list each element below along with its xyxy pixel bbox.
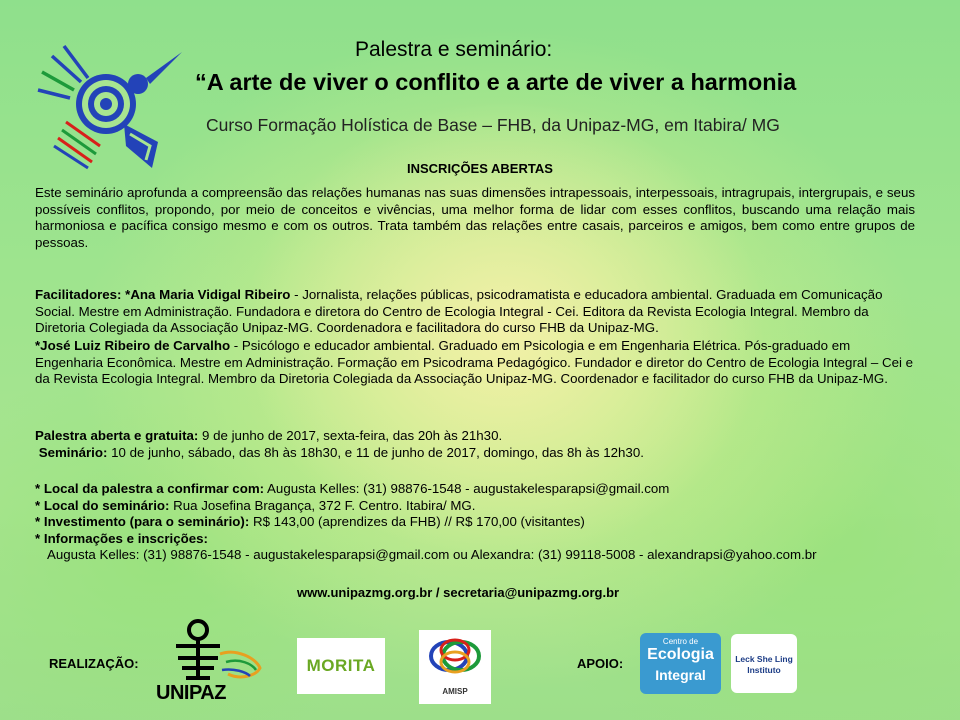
investimento-value: R$ 143,00 (aprendizes da FHB) // R$ 170,00 (visitantes) — [249, 514, 585, 530]
website-email-line: www.unipazmg.org.br / secretaria@unipazmg.org.br — [297, 585, 620, 600]
palestra-label: Palestra aberta e gratuita: — [35, 428, 199, 443]
informacoes-label: * Informações e inscrições: — [35, 530, 208, 546]
event-main-title: “A arte de viver o conflito e a arte de viver a harmonia — [195, 69, 797, 95]
palestra-line — [35, 428, 915, 445]
local-palestra-value: Augusta Kelles: (31) 98876-1548 - augustakelesparapsi@gmail.com — [264, 481, 670, 496]
cei-logo-mid: Ecologia — [647, 646, 714, 663]
cei-logo — [640, 633, 721, 694]
dates-block — [35, 428, 915, 461]
unipaz-logo-text: UNIPAZ — [156, 682, 226, 704]
local-seminario-line — [35, 498, 915, 515]
investimento-label: * Investimento (para o seminário): — [35, 514, 250, 530]
facilitator-2-bio: - Psicólogo e educador ambiental. Graduado em Psicologia e em Engenharia Elétrica. Pós-graduado em Engenharia Econômica. Mestre em Administração. Formação em Psicodrama Pedagógico. Fundador e diretor do Centro de Ecologia Integral – Cei e da Revista Ecologia Integral. Membro da Diretoria Colegiada da Associação Unipaz-MG. Coordenador e facilitador do curso FHB da Unipaz-MG. — [35, 338, 914, 387]
seminario-value: 10 de junho, sábado, das 8h às 18h30, e 11 de junho de 2017, domingo, das 8h às 12h30. — [107, 444, 644, 460]
leck-she-ling-logo — [731, 634, 797, 693]
leck-logo-line2: Instituto — [747, 665, 781, 675]
apoio-label: APOIO: — [577, 656, 624, 671]
leck-logo-text — [731, 654, 797, 676]
seminario-line — [35, 445, 915, 462]
investimento-line — [35, 514, 915, 531]
local-seminario-value: Rua Josefina Bragança, 372 F. Centro. Itabira/ MG. — [169, 497, 476, 513]
course-subtitle: Curso Formação Holística de Base – FHB, da Unipaz-MG, em Itabira/ MG — [206, 115, 780, 135]
amisp-symbol-icon — [419, 630, 491, 682]
facilitator-1-paragraph — [35, 287, 915, 337]
intro-paragraph: Este seminário aprofunda a compreensão das relações humanas nas suas dimensões intrapessoais, interpessoais, intragrupais, intergrupais, e seus possíveis conflitos, propondo, por meio de conceitos e vivências, uma melhor forma de lidar com esses conflitos, buscando uma relação mais harmoniosa e pacífica consigo mesmo e com os outros. Trata também das relações entre casais, parceiros e amigos, bem como entre grupos de pessoas. — [35, 185, 915, 250]
facilitator-1-name: *Ana Maria Vidigal Ribeiro — [125, 287, 291, 302]
hummingbird-logo — [26, 38, 184, 172]
local-seminario-label: * Local do seminário: — [35, 497, 170, 513]
facilitator-1-bio: - Jornalista, relações públicas, psicodramatista e educadora ambiental. Graduada em Comunicação Social. Mestre em Administração. Fundadora e diretora do Centro de Ecologia Integral - Cei. Editora da Revista Ecologia Integral. Membro da Diretoria Colegiada da Associação Unipaz-MG. Coordenadora e facilitadora do curso FHB da Unipaz-MG. — [35, 287, 883, 336]
info-block — [35, 481, 915, 564]
palestra-value: 9 de junho de 2017, sexta-feira, das 20h às 21h30. — [198, 428, 503, 443]
cei-logo-top: Centro de — [662, 637, 699, 646]
local-palestra-line — [35, 481, 915, 498]
unipaz-logo — [156, 618, 268, 708]
seminario-label: Seminário: — [38, 444, 108, 460]
morita-logo-text: MORITA — [306, 656, 376, 675]
facilitator-2-paragraph — [35, 338, 915, 388]
local-palestra-label: * Local da palestra a confirmar com: — [35, 481, 265, 496]
event-type-title: Palestra e seminário: — [355, 38, 553, 61]
morita-logo — [297, 638, 385, 694]
informacoes-contacts: Augusta Kelles: (31) 98876-1548 - augustakelesparapsi@gmail.com ou Alexandra: (31) 99118-5008 - alexandrapsi@yahoo.com.br — [47, 547, 817, 563]
facilitator-2-name: *José Luiz Ribeiro de Carvalho — [35, 338, 231, 353]
amisp-logo-text: AMISP — [442, 687, 468, 696]
cei-logo-bottom: Integral — [655, 667, 706, 683]
leck-logo-line1: Leck She Ling — [735, 654, 793, 664]
facilitators-label: Facilitadores: — [35, 287, 126, 302]
informacoes-line — [35, 531, 915, 548]
realizacao-label: REALIZAÇÃO: — [49, 656, 139, 671]
amisp-logo — [419, 630, 491, 704]
unipaz-symbol-icon — [156, 618, 268, 682]
registration-open-heading: INSCRIÇÕES ABERTAS — [407, 161, 553, 176]
